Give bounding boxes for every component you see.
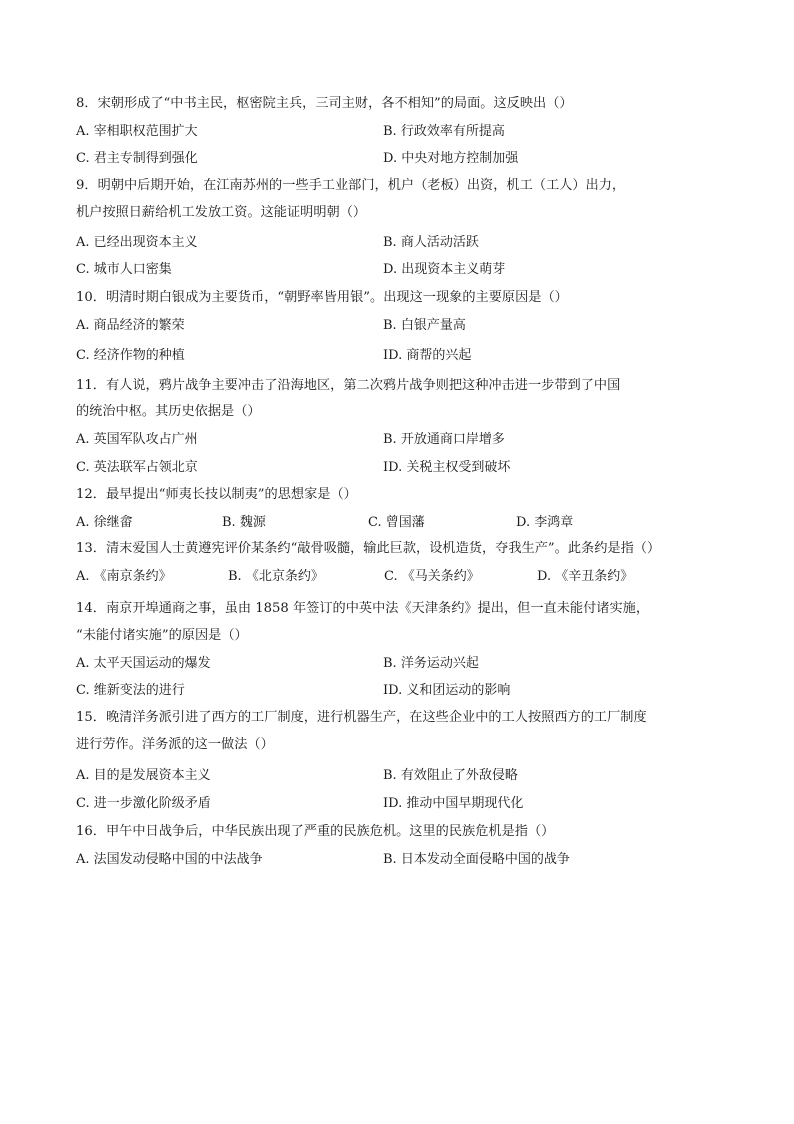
- question-14-option-a: A. 太平天国运动的爆发: [76, 656, 211, 671]
- question-8-option-c: C. 君主专制得到强化: [76, 151, 198, 166]
- question-15-option-a: A. 目的是发展资本主义: [76, 768, 211, 783]
- question-10-option-c: C. 经济作物的种植: [76, 348, 185, 363]
- question-9-option-d: D. 出现资本主义萌芽: [383, 262, 506, 277]
- question-15-stem-line-1: 15．晚清洋务派引进了西方的工厂制度，进行机器生产，在这些企业中的工人按照西方的工厂制度: [76, 710, 647, 725]
- question-9-stem-line-2: 机户按照日薪给机工发放工资。这能证明明朝（）: [76, 205, 367, 220]
- question-11-option-b: B. 开放通商口岸增多: [383, 432, 505, 447]
- question-10-option-b: B. 白银产量高: [383, 318, 466, 333]
- question-9-option-b: B. 商人活动活跃: [383, 235, 479, 250]
- question-12-stem: 12．最早提出“师夷长技以制夷”的思想家是（）: [76, 487, 357, 502]
- question-11-stem-line-1: 11．有人说，鸦片战争主要冲击了沿海地区，第二次鸦片战争则把这种冲击进一步带到了中国: [76, 378, 621, 393]
- question-12-option-c: C. 曾国藩: [368, 515, 425, 530]
- question-9-option-c: C. 城市人口密集: [76, 262, 172, 277]
- question-9-stem-line-1: 9．明朝中后期开始，在江南苏州的一些手工业部门，机户（老板）出资，机工（工人）出力，: [76, 178, 626, 193]
- question-11-option-a: A. 英国军队攻占广州: [76, 432, 198, 447]
- question-8-stem: 8．宋朝形成了“中书主民，枢密院主兵，三司主财，各不相知”的局面。这反映出（）: [76, 96, 573, 111]
- question-8-option-b: B. 行政效率有所提高: [383, 124, 505, 139]
- question-16-option-b: B. 日本发动全面侵略中国的战争: [383, 852, 570, 867]
- question-15-option-d: ID. 推动中国早期现代化: [383, 796, 524, 811]
- question-14-stem-line-2: “未能付诸实施”的原因是（）: [76, 628, 248, 643]
- question-15-stem-line-2: 进行劳作。洋务派的这一做法（）: [76, 737, 274, 752]
- question-14-option-b: B. 洋务运动兴起: [383, 656, 479, 671]
- question-14-stem-line-1: 14．南京开埠通商之事，虽由 1858 年签订的中英中法《天津条约》提出，但一直未能付诸实施，: [76, 601, 650, 616]
- question-10-option-a: A. 商品经济的繁荣: [76, 318, 185, 333]
- question-13-option-b: B. 《北京条约》: [228, 569, 324, 584]
- question-8-option-a: A. 宰相职权范围扩大: [76, 124, 198, 139]
- question-8-option-d: D. 中央对地方控制加强: [383, 151, 519, 166]
- question-11-stem-line-2: 的统治中枢。其历史依据是（）: [76, 404, 261, 419]
- question-9-option-a: A. 已经出现资本主义: [76, 235, 198, 250]
- question-16-option-a: A. 法国发动侵略中国的中法战争: [76, 852, 263, 867]
- question-12-option-d: D. 李鸿章: [516, 515, 574, 530]
- question-14-option-c: C. 维新变法的进行: [76, 683, 185, 698]
- question-11-option-c: C. 英法联军占领北京: [76, 460, 198, 475]
- question-15-option-b: B. 有效阻止了外敌侵略: [383, 768, 518, 783]
- question-13-option-c: C. 《马关条约》: [384, 569, 480, 584]
- question-10-stem: 10．明清时期白银成为主要货币，“朝野率皆用银”。出现这一现象的主要原因是（）: [76, 290, 568, 305]
- question-11-option-d: ID. 关税主权受到破坏: [383, 460, 511, 475]
- question-15-option-c: C. 进一步激化阶级矛盾: [76, 796, 211, 811]
- question-13-option-a: A. 《南京条约》: [76, 569, 172, 584]
- question-14-option-d: ID. 义和团运动的影响: [383, 683, 511, 698]
- question-12-option-b: B. 魏源: [222, 515, 266, 530]
- question-13-option-d: D. 《辛丑条约》: [537, 569, 634, 584]
- question-16-stem: 16．甲午中日战争后，中华民族出现了严重的民族危机。这里的民族危机是指（）: [76, 824, 555, 839]
- question-12-option-a: A. 徐继畲: [76, 515, 133, 530]
- question-13-stem: 13．清末爱国人士黄遵宪评价某条约“敲骨吸髓，输此巨款，设机造货，夺我生产”。此条约是指（）: [76, 541, 661, 556]
- question-10-option-d: ID. 商帮的兴起: [383, 348, 472, 363]
